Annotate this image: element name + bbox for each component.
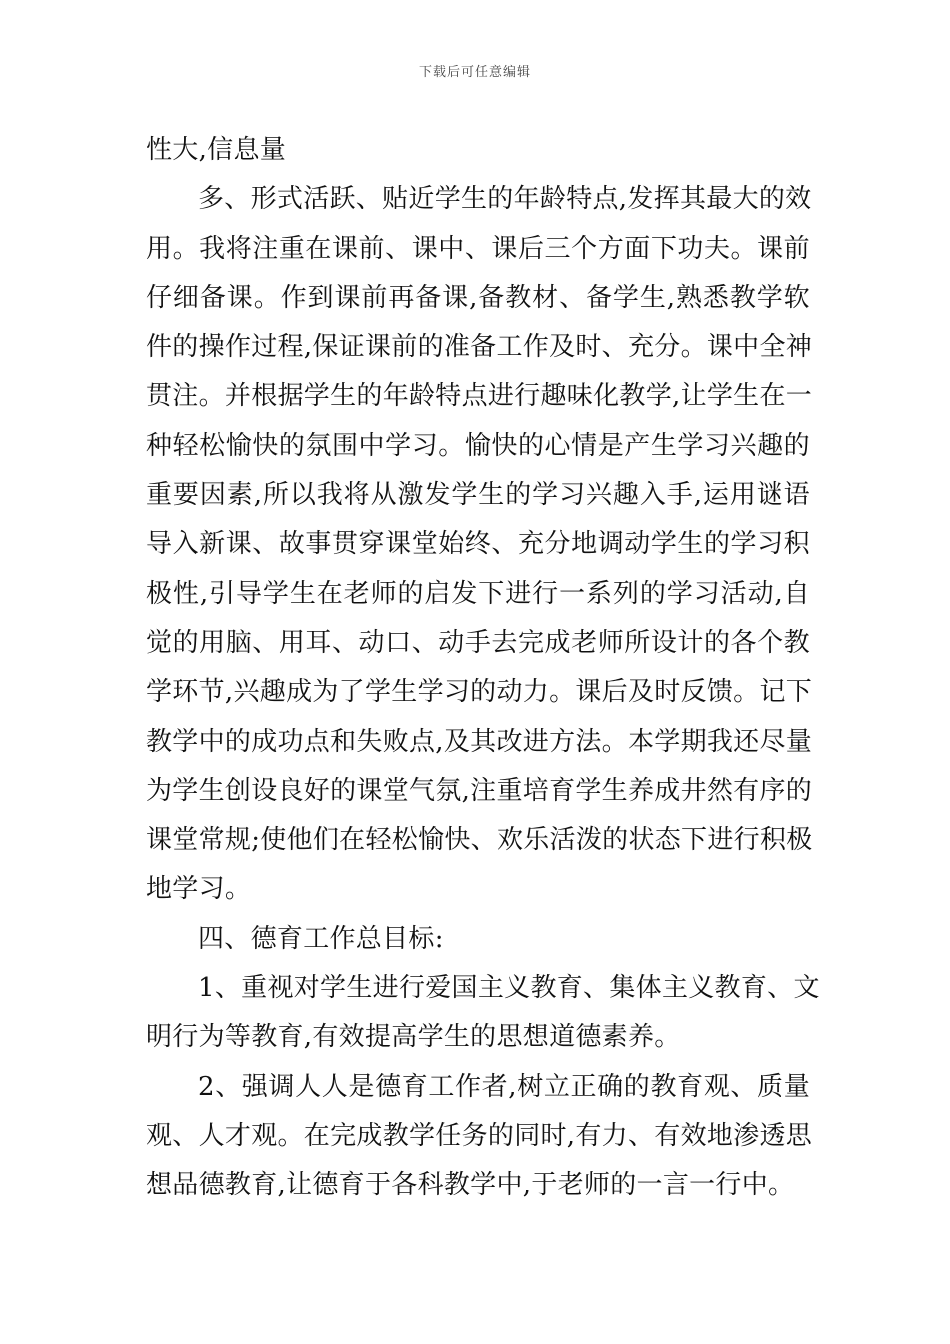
page-header: 下载后可任意编辑 <box>418 65 531 80</box>
text-line: 件的操作过程,保证课前的准备工作及时、充分。课中全神 <box>146 332 813 363</box>
text-line: 学环节,兴趣成为了学生学习的动力。课后及时反馈。记下 <box>146 677 813 708</box>
text-line: 贯注。并根据学生的年龄特点进行趣味化教学,让学生在一 <box>146 381 813 412</box>
text-line: 想品德教育,让德育于各科教学中,于老师的一言一行中。 <box>146 1170 795 1201</box>
text-line: 觉的用脑、用耳、动口、动手去完成老师所设计的各个教 <box>146 627 810 658</box>
text-line: 极性,引导学生在老师的启发下进行一系列的学习活动,自 <box>146 578 810 609</box>
text-line: 为学生创设良好的课堂气氛,注重培育学生养成井然有序的 <box>146 775 813 806</box>
text-line: 观、人才观。在完成教学任务的同时,有力、有效地渗透思 <box>146 1120 813 1151</box>
text-line: 教学中的成功点和失败点,及其改进方法。本学期我还尽量 <box>146 726 813 757</box>
text-line: 导入新课、故事贯穿课堂始终、充分地调动学生的学习积 <box>146 529 810 560</box>
text-line: 2、强调人人是德育工作者,树立正确的教育观、质量 <box>198 1071 810 1102</box>
text-line: 1、重视对学生进行爱国主义教育、集体主义教育、文 <box>198 973 820 1004</box>
text-line: 多、形式活跃、贴近学生的年龄特点,发挥其最大的效 <box>198 184 812 215</box>
document-body <box>146 126 820 1211</box>
section-heading: 四、德育工作总目标: <box>198 923 444 954</box>
text-line: 性大,信息量 <box>146 135 287 165</box>
text-line: 用。我将注重在课前、课中、课后三个方面下功夫。课前 <box>146 233 810 264</box>
text-line: 课堂常规;使他们在轻松愉快、欢乐活泼的状态下进行积极 <box>146 825 813 856</box>
text-line: 地学习。 <box>146 874 252 905</box>
text-line: 重要因素,所以我将从激发学生的学习兴趣入手,运用谜语 <box>146 480 810 511</box>
text-line: 种轻松愉快的氛围中学习。愉快的心情是产生学习兴趣的 <box>146 430 810 461</box>
text-line: 仔细备课。作到课前再备课,备教材、备学生,熟悉教学软 <box>146 282 810 313</box>
text-line: 明行为等教育,有效提高学生的思想道德素养。 <box>146 1022 681 1053</box>
